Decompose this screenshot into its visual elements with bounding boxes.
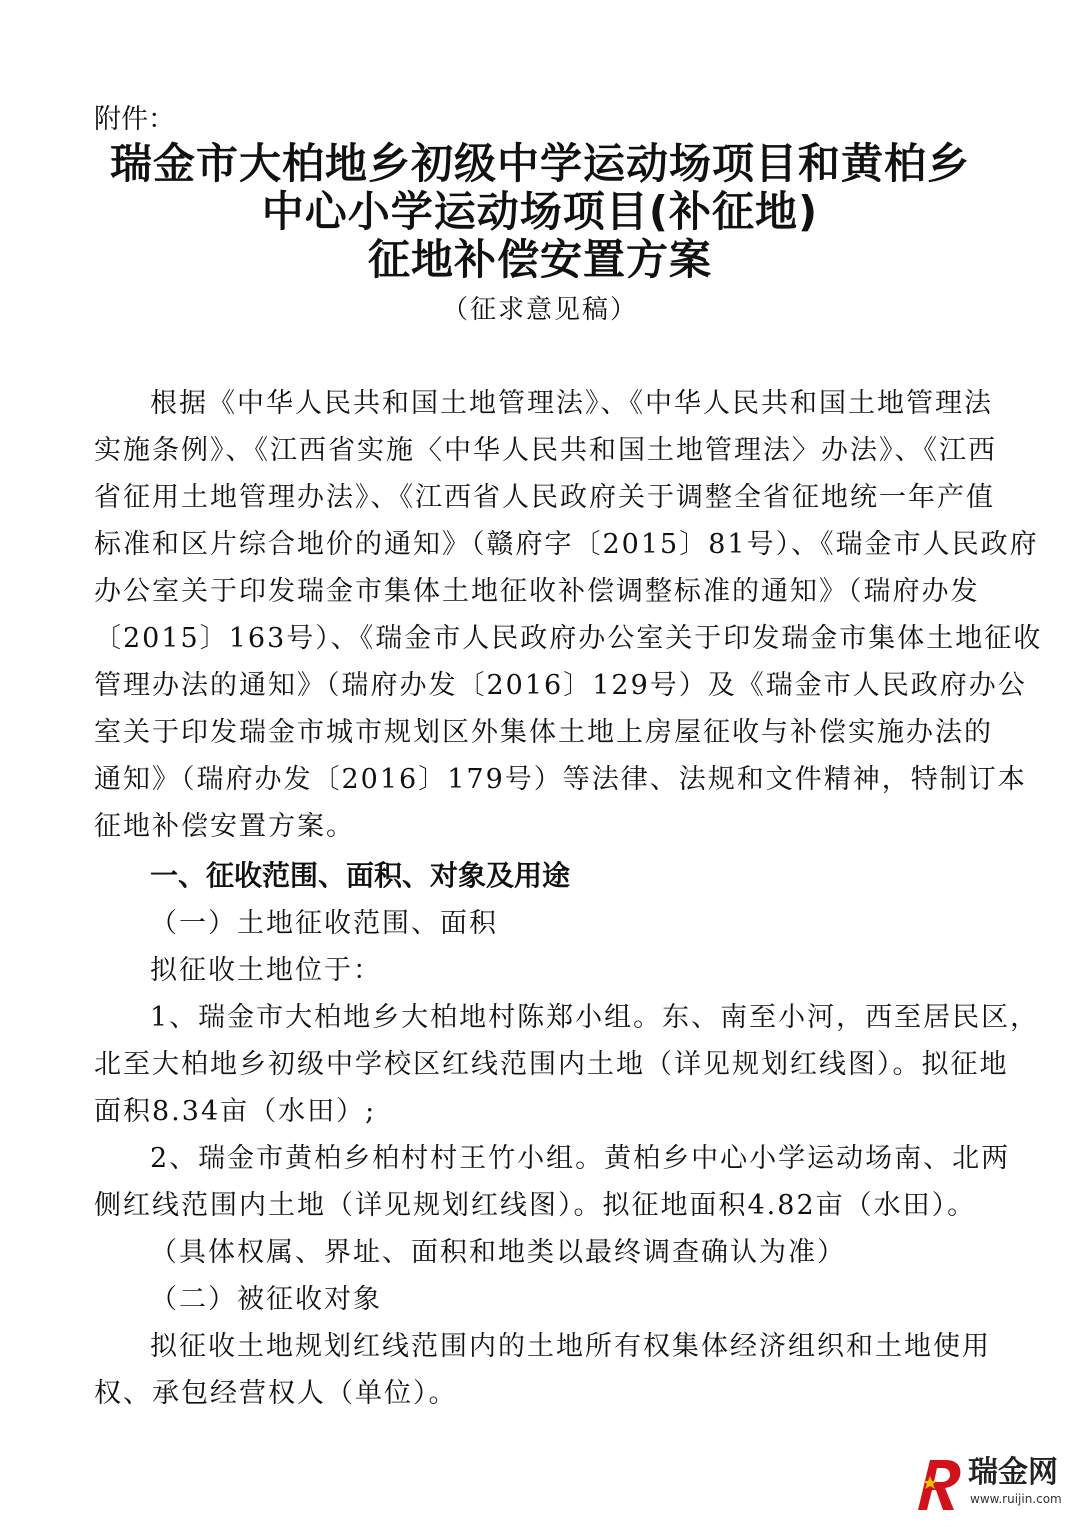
document-subtitle: （征求意见稿）: [441, 295, 638, 325]
section-heading: 一、征收范围、面积、对象及用途: [150, 859, 571, 892]
document-title-line-2: 中心小学运动场项目(补征地): [261, 187, 819, 236]
list-item-line: 2、瑞金市黄柏乡柏村村王竹小组。黄柏乡中心小学运动场南、北两: [150, 1143, 1011, 1174]
preamble-line: 管理办法的通知》（瑞府办发〔2016〕129号）及《瑞金市人民政府办公: [94, 670, 1027, 701]
document-title-line-1: 瑞金市大柏地乡初级中学运动场项目和黄柏乡: [109, 139, 970, 188]
ruijin-logo-icon: [910, 1452, 966, 1514]
preamble-line: 根据《中华人民共和国土地管理法》、《中华人民共和国土地管理法: [150, 388, 993, 419]
preamble-line: 实施条例》、《江西省实施〈中华人民共和国土地管理法〉办法》、《江西: [94, 435, 997, 466]
preamble-line: 办公室关于印发瑞金市集体土地征收补偿调整标准的通知》（瑞府办发: [94, 576, 980, 607]
preamble-line: 省征用土地管理办法》、《江西省人民政府关于调整全省征地统一年产值: [94, 482, 995, 513]
preamble-line: 〔2015〕163号）、《瑞金市人民政府办公室关于印发瑞金市集体土地征收: [94, 623, 1043, 654]
note-text: （具体权属、界址、面积和地类以最终调查确认为准）: [150, 1237, 846, 1268]
preamble-line: 室关于印发瑞金市城市规划区外集体土地上房屋征收与补偿实施办法的: [94, 717, 993, 748]
list-item-line: 侧红线范围内土地（详见规划红线图）。拟征地面积4.82亩（水田）。: [94, 1190, 977, 1221]
watermark-name: 瑞金网: [968, 1455, 1058, 1490]
subsection-heading: （二）被征收对象: [150, 1284, 382, 1315]
body-paragraph-line: 拟征收土地规划红线范围内的土地所有权集体经济组织和土地使用: [150, 1331, 991, 1362]
list-item-line: 北至大柏地乡初级中学校区红线范围内土地（详见规划红线图）。拟征地: [94, 1049, 1009, 1080]
preamble-line: 标准和区片综合地价的通知》（赣府字〔2015〕81号）、《瑞金市人民政府: [94, 529, 1039, 560]
preamble-line: 征地补偿安置方案。: [94, 811, 355, 842]
watermark-url: www.ruijin.com: [970, 1492, 1062, 1506]
body-paragraph: 拟征收土地位于：: [150, 955, 382, 986]
list-item-line: 面积8.34亩（水田）;: [94, 1096, 377, 1127]
site-watermark: [910, 1452, 1070, 1514]
body-paragraph-line: 权、承包经营权人（单位）。: [94, 1378, 458, 1409]
document-title-line-3: 征地补偿安置方案: [367, 235, 712, 284]
list-item-line: 1、瑞金市大柏地乡大柏地村陈郑小组。东、南至小河，西至居民区，: [150, 1002, 1040, 1033]
preamble-line: 通知》（瑞府办发〔2016〕179号）等法律、法规和文件精神，特制订本: [94, 764, 1027, 795]
attachment-label: 附件：: [94, 104, 175, 135]
subsection-heading: （一）土地征收范围、面积: [150, 908, 498, 939]
